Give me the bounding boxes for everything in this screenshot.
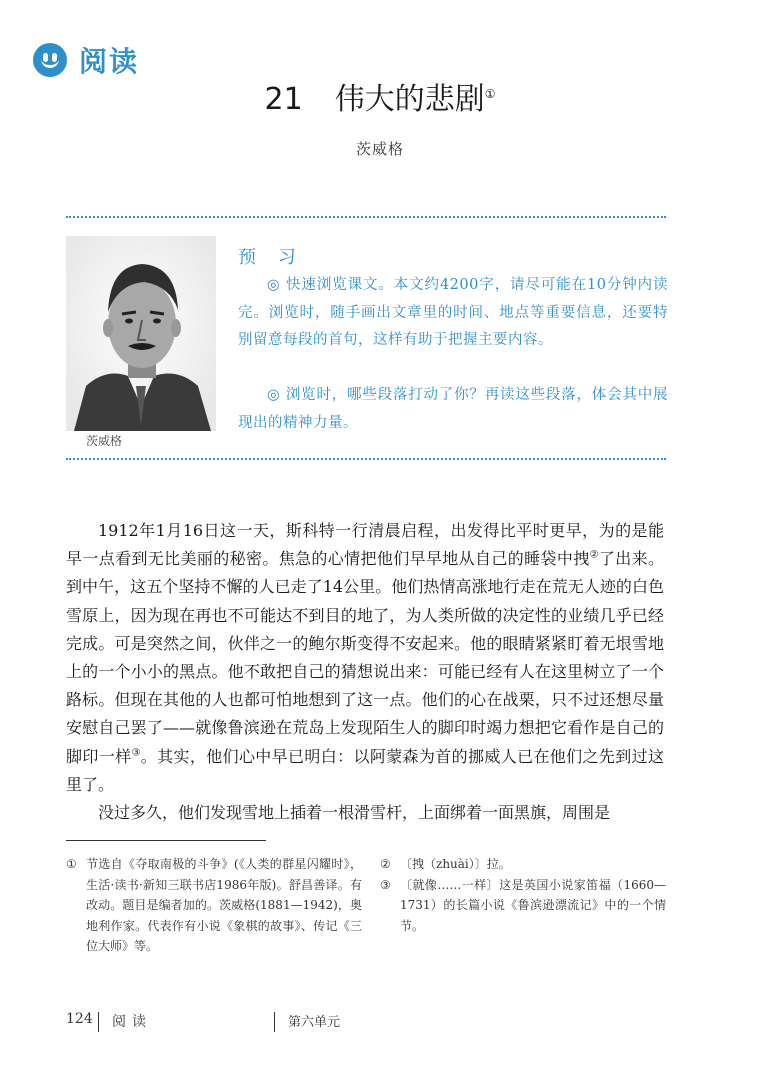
footnote-rule bbox=[66, 840, 266, 841]
footer-divider bbox=[274, 1012, 275, 1032]
footnote-marker[interactable]: ③ bbox=[131, 747, 141, 759]
footer-divider bbox=[98, 1012, 99, 1032]
footnote-mark: ① bbox=[66, 857, 77, 871]
footnote bbox=[380, 854, 666, 875]
footnote-text: 〔拽（zhuài）〕拉。 bbox=[400, 857, 511, 871]
preview-heading: 预 习 bbox=[238, 247, 304, 268]
body-paragraph bbox=[66, 517, 664, 799]
page-number: 124 bbox=[66, 1011, 93, 1027]
lesson-title-text: 伟大的悲剧 bbox=[334, 82, 485, 117]
body-text: 了出来。到中午，这五个坚持不懈的人已走了14公里。他们热情高涨地行走在荒无人迹的白色雪原上，因为现在再也不可能达不到目的地了，为人类所做的决定性的业绩几乎已经完成。可是突然之间，伙伴之一的鲍尔斯变得不安起来。他的眼睛紧紧盯着无垠雪地上的一个小小的黑点。他不敢把自己的猜想说出来：可能已经有人在这里树立了一个路标。但现在其他的人也都可怕地想到了这一点。他们的心在战栗，只不过还想尽量安慰自己罢了——就像鲁滨逊在荒岛上发现陌生人的脚印时竭力想把它看作是自己的脚印一样 bbox=[66, 549, 664, 766]
footnote-marker[interactable]: ② bbox=[589, 549, 599, 561]
footnotes-column bbox=[380, 854, 666, 936]
body-text: 1912年1月16日这一天，斯科特一行清晨启程，出发得比平时更早，为的是能早一点看到无比美丽的秘密。焦急的心情把他们早早地从自己的睡袋中拽 bbox=[66, 521, 664, 569]
portrait-caption: 茨威格 bbox=[86, 434, 123, 448]
footnote-mark: ② bbox=[380, 857, 391, 871]
footnote bbox=[66, 854, 362, 957]
footnote-mark: ③ bbox=[380, 877, 391, 892]
preview-item: ◎ 浏览时，哪些段落打动了你？再读这些段落，体会其中展现出的精神力量。 bbox=[238, 387, 668, 431]
lesson-title bbox=[0, 74, 760, 118]
title-footnote-marker[interactable]: ① bbox=[484, 87, 496, 101]
author-portrait bbox=[66, 236, 216, 431]
author-name: 茨威格 bbox=[355, 140, 404, 158]
body-text: 。其实，他们心中早已明白：以阿蒙森为首的挪威人已在他们之先到过这里了。 bbox=[66, 746, 664, 794]
footnotes-column bbox=[66, 854, 362, 957]
dotted-divider-top bbox=[66, 216, 666, 218]
section-label: 阅读 bbox=[79, 45, 140, 78]
footnote-text: 〔就像……一样〕这是英国小说家笛福（1660—1731）的长篇小说《鲁滨逊漂流记》中的一个情节。 bbox=[400, 877, 666, 933]
footer-section: 阅读 bbox=[112, 1014, 152, 1030]
dotted-divider-bottom bbox=[66, 458, 666, 460]
preview-item: ◎ 快速浏览课文。本文约4200字，请尽可能在10分钟内读完。浏览时，随手画出文章里的时间、地点等重要信息，还要特别留意每段的首句，这样有助于把握主要内容。 bbox=[238, 277, 668, 348]
footer-unit: 第六单元 bbox=[288, 1015, 341, 1030]
footnote bbox=[380, 875, 666, 937]
lesson-number: 21 bbox=[264, 82, 303, 117]
smiley-face-icon bbox=[33, 43, 67, 77]
footnote-text: 节选自《夺取南极的斗争》(《人类的群星闪耀时》，生活·读书·新知三联书店1986年版)。舒昌善译。有改动。题目是编者加的。茨威格(1881—1942)，奥地利作家。代表作有小说《象棋的故事》、传记《三位大师》等。 bbox=[86, 857, 362, 953]
body-paragraph: 没过多久，他们发现雪地上插着一根滑雪杆，上面绑着一面黑旗，周围是 bbox=[98, 803, 611, 822]
